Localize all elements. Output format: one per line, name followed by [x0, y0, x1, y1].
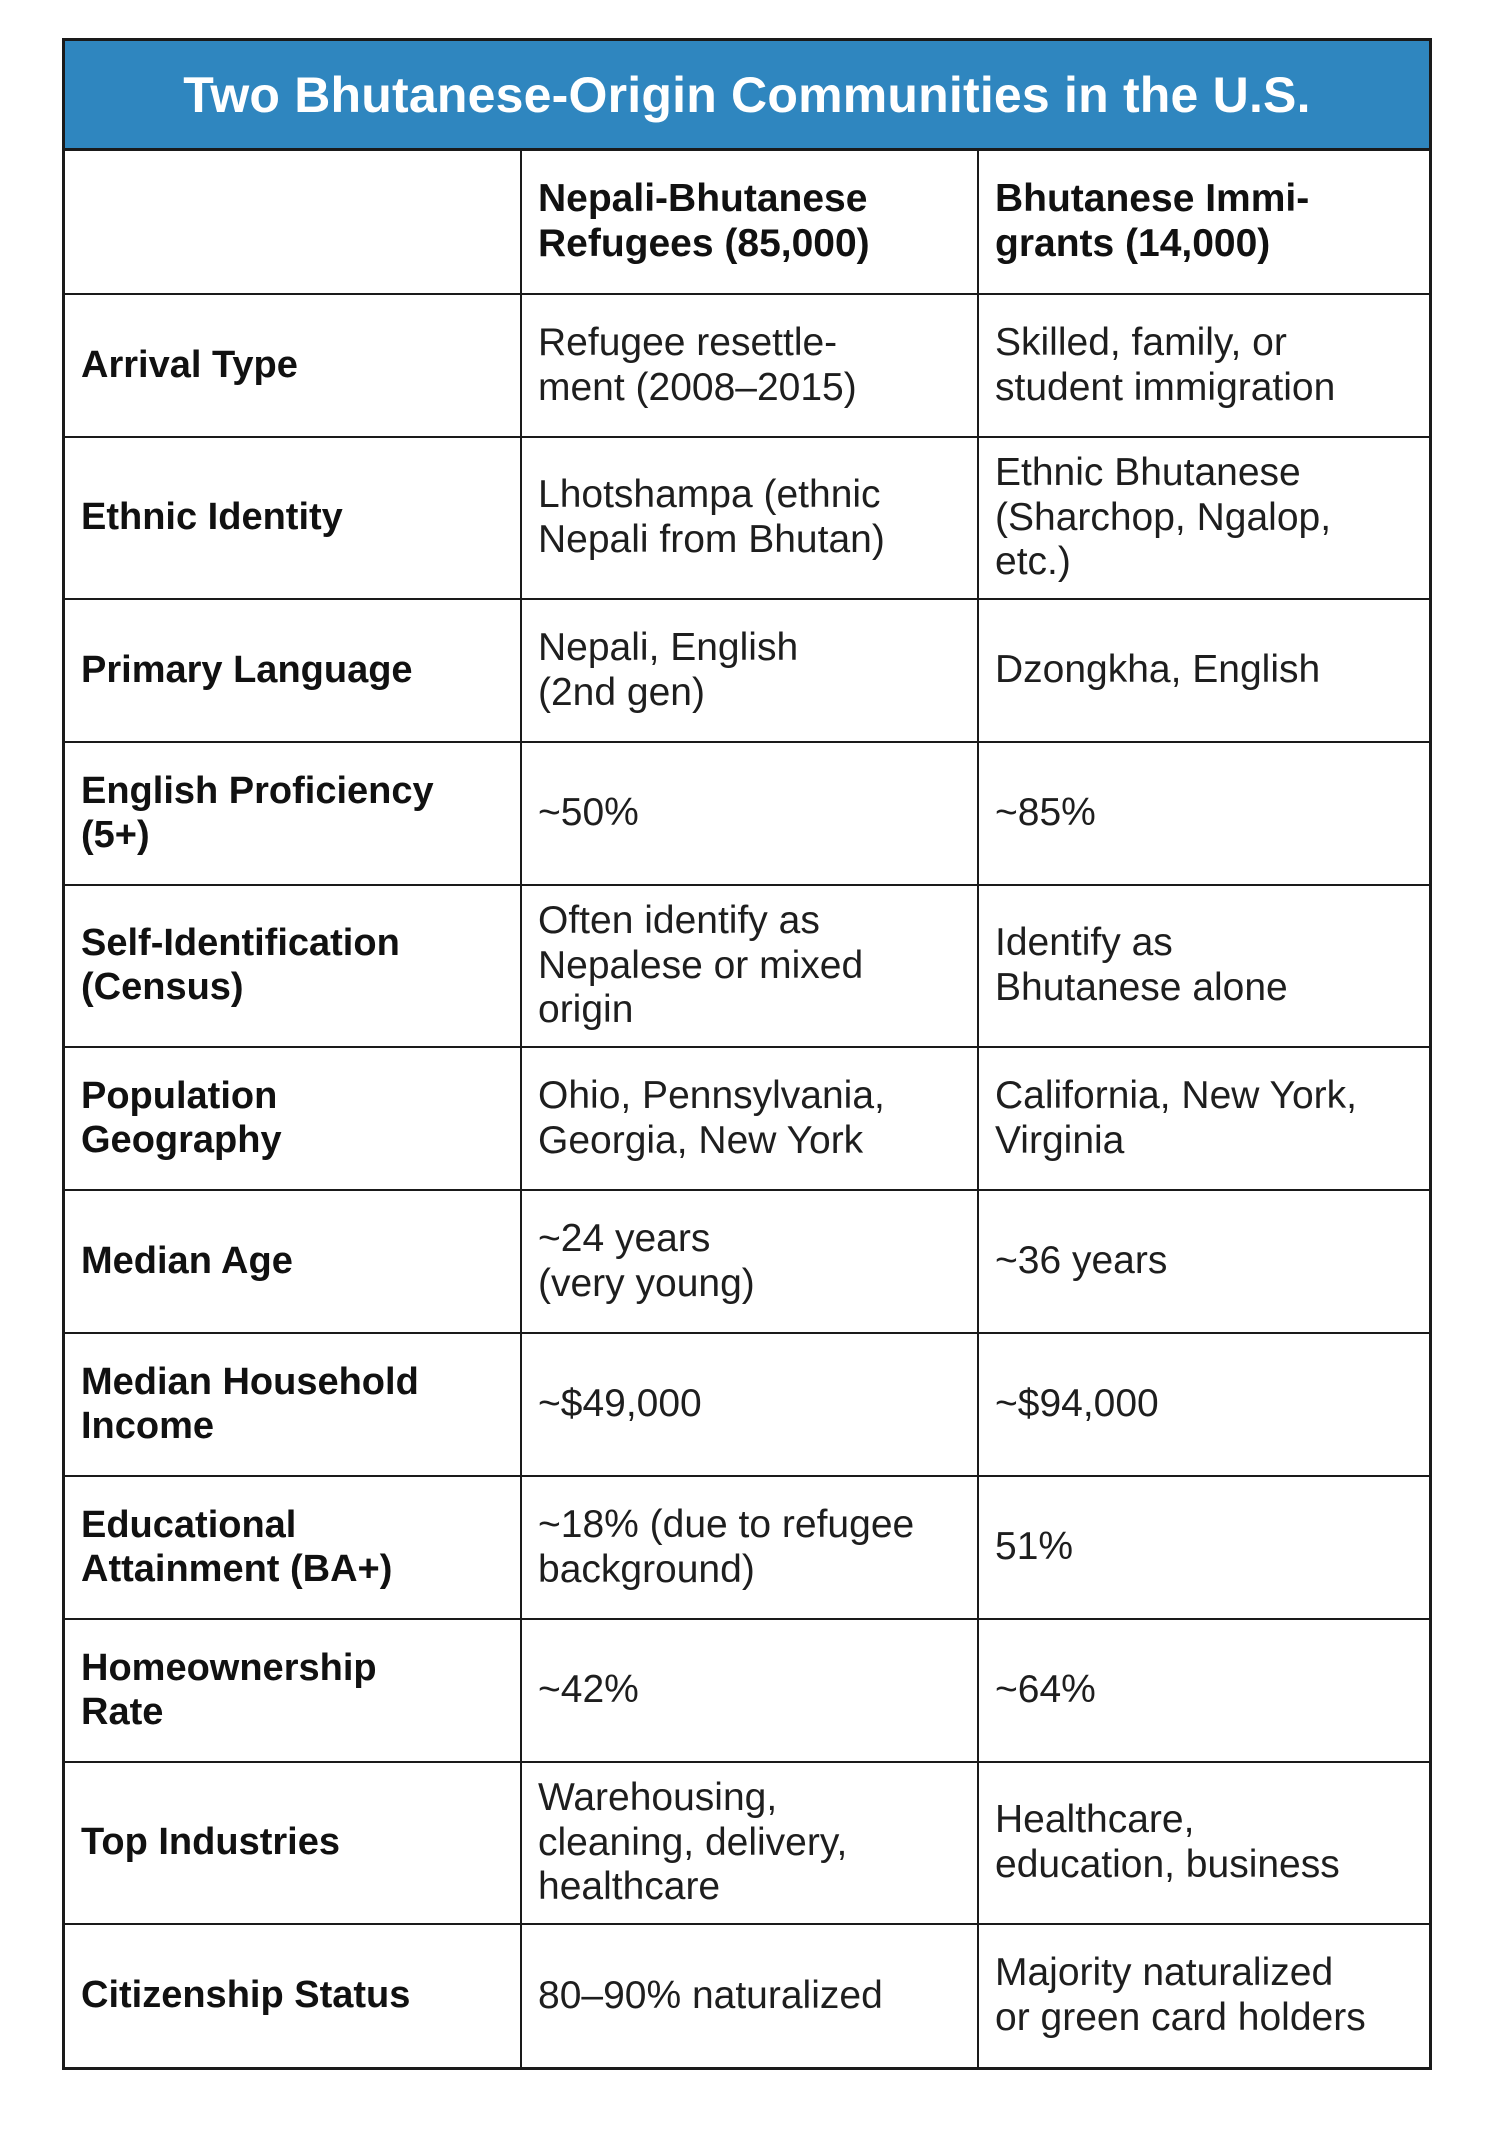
- table-row: [65, 1190, 1429, 1333]
- refugee-value: 80–90% naturalized: [521, 1924, 978, 2067]
- header-cell-blank: [65, 151, 521, 294]
- row-label: Top Industries: [65, 1762, 521, 1924]
- immigrant-value: Identify as Bhutanese alone: [978, 885, 1429, 1047]
- immigrant-value: ~64%: [978, 1619, 1429, 1762]
- refugee-value: Ohio, Pennsylvania, Georgia, New York: [521, 1047, 978, 1190]
- refugee-value: Nepali, English (2nd gen): [521, 599, 978, 742]
- immigrant-value: ~36 years: [978, 1190, 1429, 1333]
- immigrant-value: California, New York, Virginia: [978, 1047, 1429, 1190]
- comparison-table: [65, 151, 1429, 2067]
- row-label: Educational Attainment (BA+): [65, 1476, 521, 1619]
- comparison-table-frame: [62, 38, 1432, 2070]
- row-label: Median Household Income: [65, 1333, 521, 1476]
- immigrant-value: Skilled, family, or student immigration: [978, 294, 1429, 437]
- table-row: [65, 885, 1429, 1047]
- row-label: Self-Identification (Census): [65, 885, 521, 1047]
- refugee-value: ~24 years (very young): [521, 1190, 978, 1333]
- row-label: Median Age: [65, 1190, 521, 1333]
- refugee-value: ~18% (due to refugee background): [521, 1476, 978, 1619]
- table-row: [65, 1619, 1429, 1762]
- row-label: Primary Language: [65, 599, 521, 742]
- refugee-value: ~42%: [521, 1619, 978, 1762]
- table-row: [65, 437, 1429, 599]
- row-label: Population Geography: [65, 1047, 521, 1190]
- row-label: Ethnic Identity: [65, 437, 521, 599]
- immigrant-value: 51%: [978, 1476, 1429, 1619]
- refugee-value: Lhotshampa (ethnic Nepali from Bhutan): [521, 437, 978, 599]
- refugee-value: Refugee resettle- ment (2008–2015): [521, 294, 978, 437]
- table-row: [65, 742, 1429, 885]
- immigrant-value: Dzongkha, English: [978, 599, 1429, 742]
- immigrant-value: ~$94,000: [978, 1333, 1429, 1476]
- row-label: English Proficiency (5+): [65, 742, 521, 885]
- immigrant-value: Majority naturalized or green card holders: [995, 1951, 1366, 2039]
- refugee-value: ~$49,000: [521, 1333, 978, 1476]
- row-label: Citizenship Status: [65, 1924, 521, 2067]
- title-bar: [65, 41, 1429, 151]
- table-row: [65, 294, 1429, 437]
- refugee-value: Often identify as Nepalese or mixed origin: [521, 885, 978, 1047]
- row-label: Arrival Type: [65, 294, 521, 437]
- table-row: [65, 1476, 1429, 1619]
- row-label: Homeownership Rate: [65, 1619, 521, 1762]
- table-row: [65, 1333, 1429, 1476]
- header-cell-refugees: Nepali-Bhutanese Refugees (85,000): [521, 151, 978, 294]
- immigrant-value: ~85%: [978, 742, 1429, 885]
- table-row: [65, 1047, 1429, 1190]
- table-row: [65, 599, 1429, 742]
- header-row: [65, 151, 1429, 294]
- refugee-value: Warehousing, cleaning, delivery, healthcare: [521, 1762, 978, 1924]
- header-cell-immigrants: Bhutanese Immi- grants (14,000): [978, 151, 1429, 294]
- immigrant-value: Ethnic Bhutanese (Sharchop, Ngalop, etc.): [978, 437, 1429, 599]
- refugee-value: ~50%: [521, 742, 978, 885]
- table-row: [65, 1762, 1429, 1924]
- immigrant-value: Healthcare, education, business: [978, 1762, 1429, 1924]
- table-row: [65, 1924, 1429, 2067]
- table-title: Two Bhutanese-Origin Communities in the U.S.: [183, 66, 1311, 123]
